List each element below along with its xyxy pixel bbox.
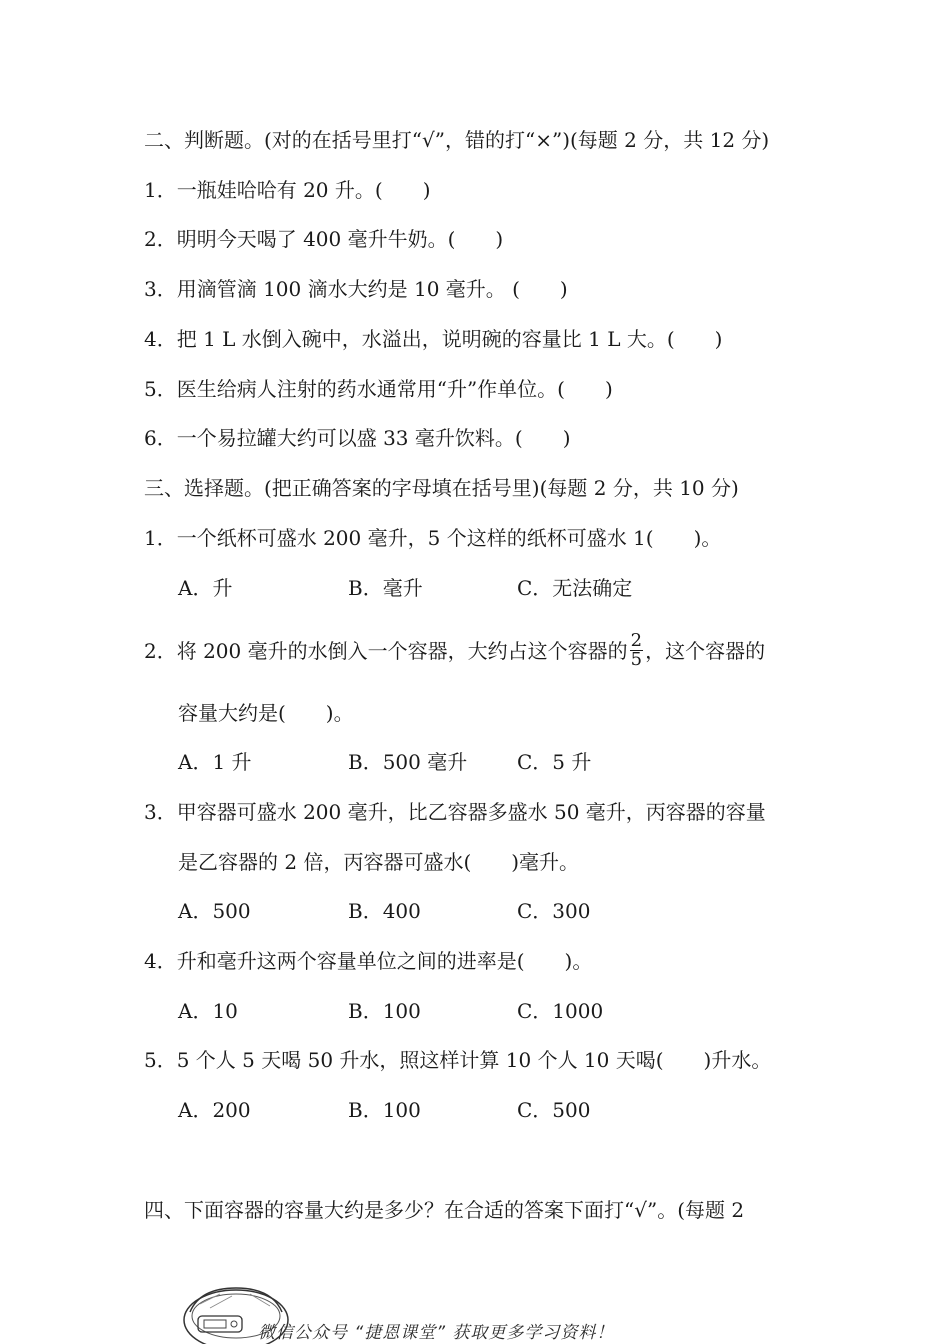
judge-item-3: 3．用滴管滴 100 滴水大约是 10 毫升。 ( ) xyxy=(144,277,568,301)
q1-option-a: A．升 xyxy=(178,576,233,600)
q2-fraction-numerator: 2 xyxy=(630,630,643,651)
q2-fraction-denominator: 5 xyxy=(630,649,643,670)
judge-item-2: 2．明明今天喝了 400 毫升牛奶。( ) xyxy=(144,227,504,251)
watermark-text: 微信公众号 “捷恩课堂” 获取更多学习资料！ xyxy=(258,1323,615,1343)
q1-option-b: B．毫升 xyxy=(348,576,423,600)
q5-option-c: C．500 xyxy=(517,1098,591,1122)
choice-q3-line-2: 是乙容器的 2 倍，丙容器可盛水( )毫升。 xyxy=(178,850,580,874)
q2-text-after: ，这个容器的 xyxy=(645,639,766,663)
q3-option-b: B．400 xyxy=(348,899,421,923)
choice-q5: 5．5 个人 5 天喝 50 升水，照这样计算 10 个人 10 天喝( )升水。 xyxy=(144,1048,772,1072)
section-3-heading: 三、选择题。(把正确答案的字母填在括号里)(每题 2 分，共 10 分) xyxy=(144,476,739,500)
choice-q1: 1．一个纸杯可盛水 200 毫升，5 个这样的纸杯可盛水 1( )。 xyxy=(144,526,722,550)
q2-option-a: A．1 升 xyxy=(178,750,252,774)
q4-option-c: C．1000 xyxy=(517,999,604,1023)
choice-q4: 4．升和毫升这两个容量单位之间的进率是( )。 xyxy=(144,949,593,973)
q2-option-b: B．500 毫升 xyxy=(348,750,468,774)
judge-item-1: 1．一瓶娃哈哈有 20 升。( ) xyxy=(144,178,431,202)
section-2-heading: 二、判断题。(对的在括号里打“√”，错的打“×”)(每题 2 分，共 12 分) xyxy=(144,128,770,152)
judge-item-6: 6．一个易拉罐大约可以盛 33 毫升饮料。( ) xyxy=(144,426,571,450)
q3-option-c: C．300 xyxy=(517,899,591,923)
q2-text-before: 2．将 200 毫升的水倒入一个容器，大约占这个容器的 xyxy=(144,639,628,663)
choice-q2 xyxy=(144,630,766,671)
q2-option-c: C．5 升 xyxy=(517,750,592,774)
choice-q3-line-1: 3．甲容器可盛水 200 毫升，比乙容器多盛水 50 毫升，丙容器的容量 xyxy=(144,800,766,824)
q2-line-2: 容量大约是( )。 xyxy=(178,701,354,725)
q4-option-b: B．100 xyxy=(348,999,421,1023)
q5-option-b: B．100 xyxy=(348,1098,421,1122)
judge-item-5: 5．医生给病人注射的药水通常用“升”作单位。( ) xyxy=(144,377,613,401)
q1-option-c: C．无法确定 xyxy=(517,576,633,600)
q4-option-a: A．10 xyxy=(178,999,238,1023)
q5-option-a: A．200 xyxy=(178,1098,251,1122)
judge-item-4: 4．把 1 L 水倒入碗中，水溢出，说明碗的容量比 1 L 大。( ) xyxy=(144,327,723,351)
section-4-heading: 四、下面容器的容量大约是多少？在合适的答案下面打“√”。(每题 2 xyxy=(144,1198,745,1222)
q2-fraction xyxy=(630,632,643,669)
q3-option-a: A．500 xyxy=(178,899,251,923)
